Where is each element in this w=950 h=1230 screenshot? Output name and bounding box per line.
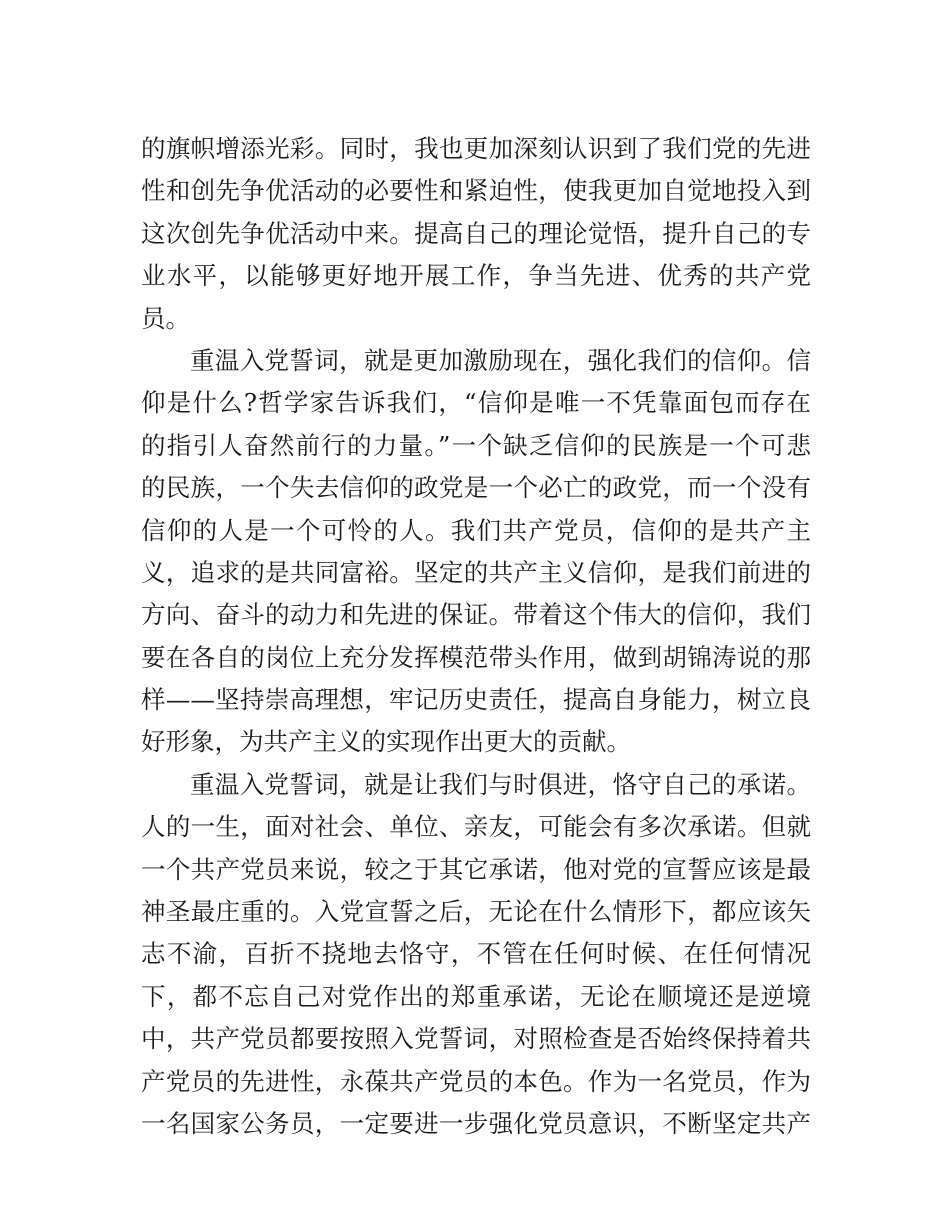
text-line: 一名国家公务员，一定要进一步强化党员意识，不断坚定共产 — [141, 1108, 811, 1138]
text-line: 人的一生，面对社会、单位、亲友，可能会有多次承诺。但就 — [141, 812, 811, 842]
paragraph-2 — [141, 340, 811, 764]
text-line: 这次创先争优活动中来。提高自己的理论觉悟，提升自己的专 — [141, 218, 811, 248]
document-body — [141, 128, 811, 1145]
text-line: 一个共产党员来说，较之于其它承诺，他对党的宣誓应该是最 — [141, 854, 811, 884]
text-line: 神圣最庄重的。入党宣誓之后，无论在什么情形下，都应该矢 — [141, 897, 811, 927]
text-line: 重温入党誓词，就是更加激励现在，强化我们的信仰。信 — [190, 345, 811, 375]
text-line: 信仰的人是一个可怜的人。我们共产党员，信仰的是共产主 — [141, 515, 811, 545]
text-line: 样——坚持崇高理想，牢记历史责任，提高自身能力，树立良 — [141, 685, 811, 715]
text-line: 中，共产党员都要按照入党誓词，对照检查是否始终保持着共 — [141, 1024, 811, 1054]
text-line: 性和创先争优活动的必要性和紧迫性，使我更加自觉地投入到 — [141, 176, 811, 206]
text-line: 仰是什么?哲学家告诉我们，“信仰是唯一不凭靠面包而存在 — [141, 388, 811, 418]
text-line: 员。 — [141, 303, 190, 333]
text-line: 的指引人奋然前行的力量。”一个缺乏信仰的民族是一个可悲 — [141, 430, 811, 460]
text-line: 产党员的先进性，永葆共产党员的本色。作为一名党员，作为 — [141, 1066, 811, 1096]
text-line: 志不渝，百折不挠地去恪守，不管在任何时候、在任何情况 — [141, 939, 811, 969]
paragraph-3 — [141, 764, 811, 1146]
text-line: 方向、奋斗的动力和先进的保证。带着这个伟大的信仰，我们 — [141, 600, 811, 630]
paragraph-1 — [141, 128, 811, 340]
text-line: 好形象，为共产主义的实现作出更大的贡献。 — [141, 727, 631, 757]
text-line: 的民族，一个失去信仰的政党是一个必亡的政党，而一个没有 — [141, 473, 811, 503]
text-line: 业水平，以能够更好地开展工作，争当先进、优秀的共产党 — [141, 261, 811, 291]
text-line: 下，都不忘自己对党作出的郑重承诺，无论在顺境还是逆境 — [141, 981, 811, 1011]
text-line: 要在各自的岗位上充分发挥模范带头作用，做到胡锦涛说的那 — [141, 642, 811, 672]
text-line: 义，追求的是共同富裕。坚定的共产主义信仰，是我们前进的 — [141, 557, 811, 587]
text-line: 的旗帜增添光彩。同时，我也更加深刻认识到了我们党的先进 — [141, 134, 811, 163]
text-line: 重温入党誓词，就是让我们与时俱进，恪守自己的承诺。 — [190, 769, 811, 799]
